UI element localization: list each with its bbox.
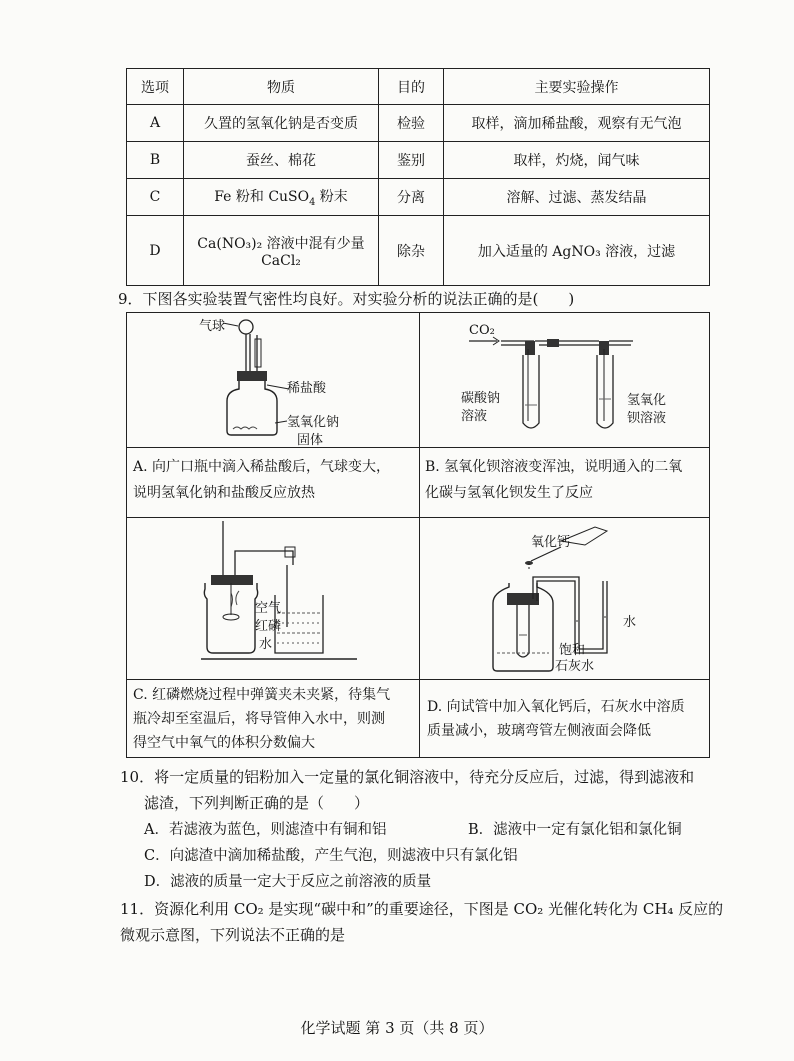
cell-substance-line: Ca(NO₃)₂ 溶液中混有少量 (197, 235, 365, 252)
cell-substance-line: CaCl₂ (261, 252, 301, 269)
option-d-caption: D. 向试管中加入氧化钙后，石灰水中溶质 (427, 699, 685, 715)
divider (127, 679, 709, 680)
q10-stem: 滤渣，下列判断正确的是（ ） (144, 794, 370, 812)
cell-option: B (127, 142, 184, 179)
header-purpose: 目的 (379, 69, 444, 105)
cell-substance: 蚕丝、棉花 (184, 142, 379, 179)
cell-operation: 取样，灼烧，闻气味 (444, 142, 710, 179)
option-c-caption: C. 红磷燃烧过程中弹簧夹未夹紧，待集气 (133, 687, 391, 703)
label-sodium-carbonate: 碳酸钠 (461, 391, 501, 406)
header-operation: 主要实验操作 (444, 69, 710, 105)
cell-option: D (127, 216, 184, 286)
q9-figure-grid (126, 312, 710, 758)
cell-purpose: 除杂 (379, 216, 444, 286)
table-row (127, 105, 710, 142)
label-saturated: 饱和 (559, 643, 586, 658)
cell-substance (184, 216, 379, 286)
option-c-caption: 得空气中氧气的体积分数偏大 (133, 735, 315, 751)
label-cao: 氧化钙 (531, 535, 571, 550)
cell-option: A (127, 105, 184, 142)
cell-option: C (127, 179, 184, 216)
table-row (127, 216, 710, 286)
option-b-caption: B. 氢氧化钡溶液变浑浊，说明通入的二氧 (425, 459, 683, 475)
q11-stem: 微观示意图，下列说法不正确的是 (120, 926, 346, 944)
label-solution: 溶液 (461, 409, 488, 424)
table-row (127, 142, 710, 179)
label-acid: 稀盐酸 (287, 381, 327, 396)
option-c-caption: 瓶冷却至室温后，将导管伸入水中，则测 (133, 711, 385, 727)
label-phosphorus: 红磷 (255, 619, 282, 634)
q11-stem: 11．资源化利用 CO₂ 是实现“碳中和”的重要途径，下图是 CO₂ 光催化转化为 CH₄ 反应的 (120, 900, 724, 918)
option-b-caption: 化碳与氢氧化钡发生了反应 (425, 485, 593, 501)
option-a-caption: 说明氢氧化钠和盐酸反应放热 (133, 485, 315, 501)
label-limewater: 石灰水 (555, 659, 595, 674)
header-option: 选项 (127, 69, 184, 105)
label-solid: 固体 (297, 433, 324, 448)
cell-substance: Fe 粉和 CuSO$_4$ 粉末 (184, 179, 379, 216)
cell-substance: 久置的氢氧化钠是否变质 (184, 105, 379, 142)
header-substance: 物质 (184, 69, 379, 105)
q10-choice-d: D．滤液的质量一定大于反应之前溶液的质量 (144, 874, 432, 890)
cell-operation: 溶解、过滤、蒸发结晶 (444, 179, 710, 216)
q9-stem: 9．下图各实验装置气密性均良好。对实验分析的说法正确的是( ) (118, 290, 575, 308)
cell-operation: 加入适量的 AgNO₃ 溶液，过滤 (444, 216, 710, 286)
options-table (126, 68, 710, 286)
label-air: 空气 (255, 601, 282, 616)
label-water: 水 (259, 637, 273, 652)
q10-choice-c: C．向滤渣中滴加稀盐酸，产生气泡，则滤液中只有氯化铝 (144, 848, 518, 864)
label-solid: 氢氧化钠 (287, 415, 340, 430)
label-water: 水 (623, 615, 637, 630)
table-row (127, 179, 710, 216)
figure-b-apparatus (419, 313, 711, 447)
cell-purpose: 鉴别 (379, 142, 444, 179)
label-solution: 钡溶液 (627, 411, 667, 426)
q10-stem: 10．将一定质量的铝粉加入一定量的氯化铜溶液中，待充分反应后，过滤，得到滤液和 (120, 768, 695, 786)
cell-purpose: 分离 (379, 179, 444, 216)
q10-choice-b: B．滤液中一定有氯化铝和氯化铜 (468, 822, 682, 838)
divider (127, 447, 709, 448)
figure-a-apparatus (127, 313, 419, 447)
label-balloon: 气球 (199, 319, 226, 334)
option-a-caption: A. 向广口瓶中滴入稀盐酸后，气球变大， (133, 459, 391, 475)
label-co2: CO₂ (469, 323, 495, 338)
cell-operation: 取样，滴加稀盐酸，观察有无气泡 (444, 105, 710, 142)
label-barium: 氢氧化 (627, 393, 667, 408)
cell-purpose: 检验 (379, 105, 444, 142)
option-d-caption: 质量减小，玻璃弯管左侧液面会降低 (427, 723, 651, 739)
page-footer: 化学试题 第 3 页（共 8 页） (300, 1019, 494, 1037)
q10-choice-a: A．若滤液为蓝色，则滤渣中有铜和铝 (144, 822, 387, 838)
